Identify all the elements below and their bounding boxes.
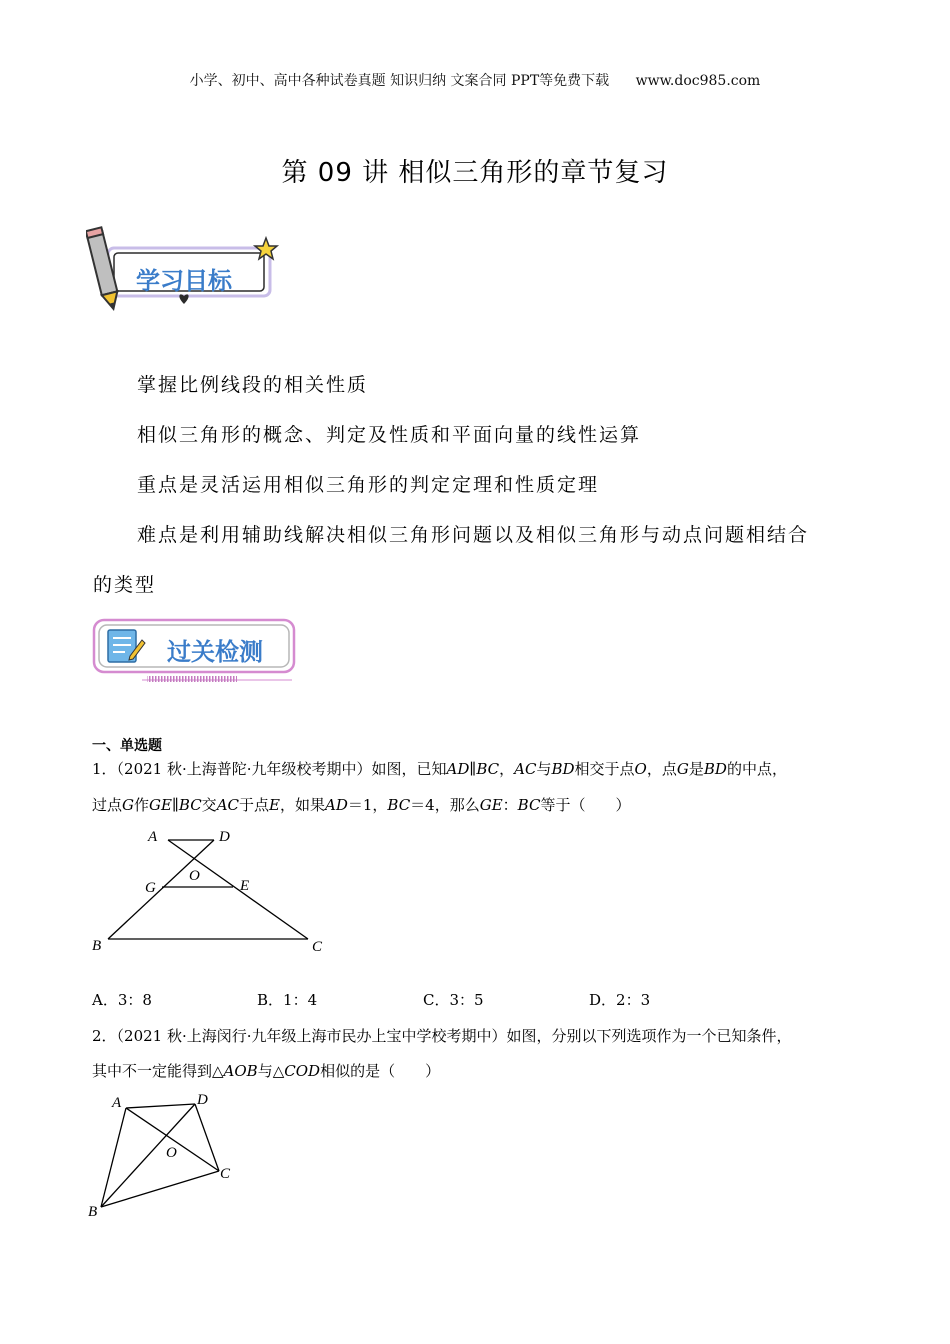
fig1-label-c: C [312,939,323,955]
option-c[interactable]: C．3：5 [423,991,484,1009]
fig2-label-d: D [197,1092,208,1108]
fig1-label-a: A [148,829,158,845]
question-number: 2． [92,1027,117,1045]
fig2-label-a: A [112,1095,122,1111]
question-2-figure [86,1088,246,1223]
header-text: 小学、初中、高中各种试卷真题 知识归纳 文案合同 PPT等免费下载 [189,73,610,89]
banner-stripes [142,676,292,682]
question-2-line-2: 其中不一定能得到△AOB与△COD相似的是（ ） [92,1062,441,1080]
question-source: （2021 秋·上海普陀·九年级校考期中） [116,760,372,778]
goal-banner [86,226,286,316]
option-a[interactable]: A．3：8 [92,991,152,1009]
header-url[interactable]: www.doc985.com [635,73,761,89]
goal-3: 重点是灵活运用相似三角形的判定定理和性质定理 [137,474,600,496]
goal-1: 掌握比例线段的相关性质 [137,374,369,396]
goal-4: 难点是利用辅助线解决相似三角形问题以及相似三角形与动点问题相结合 [137,524,810,546]
check-banner-label: 过关检测 [167,638,263,666]
question-1-line-2: 过点G作GE∥BC交AC于点E，如果AD＝1，BC＝4，那么GE：BC等于（ ） [92,796,631,814]
page-title: 第 09 讲 相似三角形的章节复习 [281,158,669,188]
fig1-label-o: O [189,868,200,884]
question-1-figure [88,826,338,956]
question-1-line-1: 1．（2021 秋·上海普陀·九年级校考期中）如图，已知AD∥BC，AC与BD相交于点O，点G是BD的中点， [92,760,787,778]
question-2-line-1: 2．（2021 秋·上海闵行·九年级上海市民办上宝中学校考期中）如图，分别以下列选项作为一个已知条件， [92,1027,792,1045]
fig1-label-e: E [240,878,250,894]
fig2-label-b: B [88,1204,98,1220]
section-heading: 一、单选题 [92,738,162,754]
question-source: （2021 秋·上海闵行·九年级上海市民办上宝中学校考期中） [116,1027,507,1045]
check-banner [92,618,298,688]
fig2-label-c: C [220,1166,231,1182]
fig1-label-b: B [92,938,102,954]
option-b[interactable]: B．1：4 [257,991,318,1009]
goal-4-cont: 的类型 [93,574,157,596]
goal-banner-label: 学习目标 [136,267,232,295]
fig1-label-d: D [219,829,230,845]
option-d[interactable]: D．2：3 [589,991,651,1009]
page-header [0,70,950,90]
goal-2: 相似三角形的概念、判定及性质和平面向量的线性运算 [137,424,642,446]
question-number: 1． [92,760,117,778]
fig1-label-g: G [145,880,156,896]
fig2-label-o: O [166,1145,177,1161]
